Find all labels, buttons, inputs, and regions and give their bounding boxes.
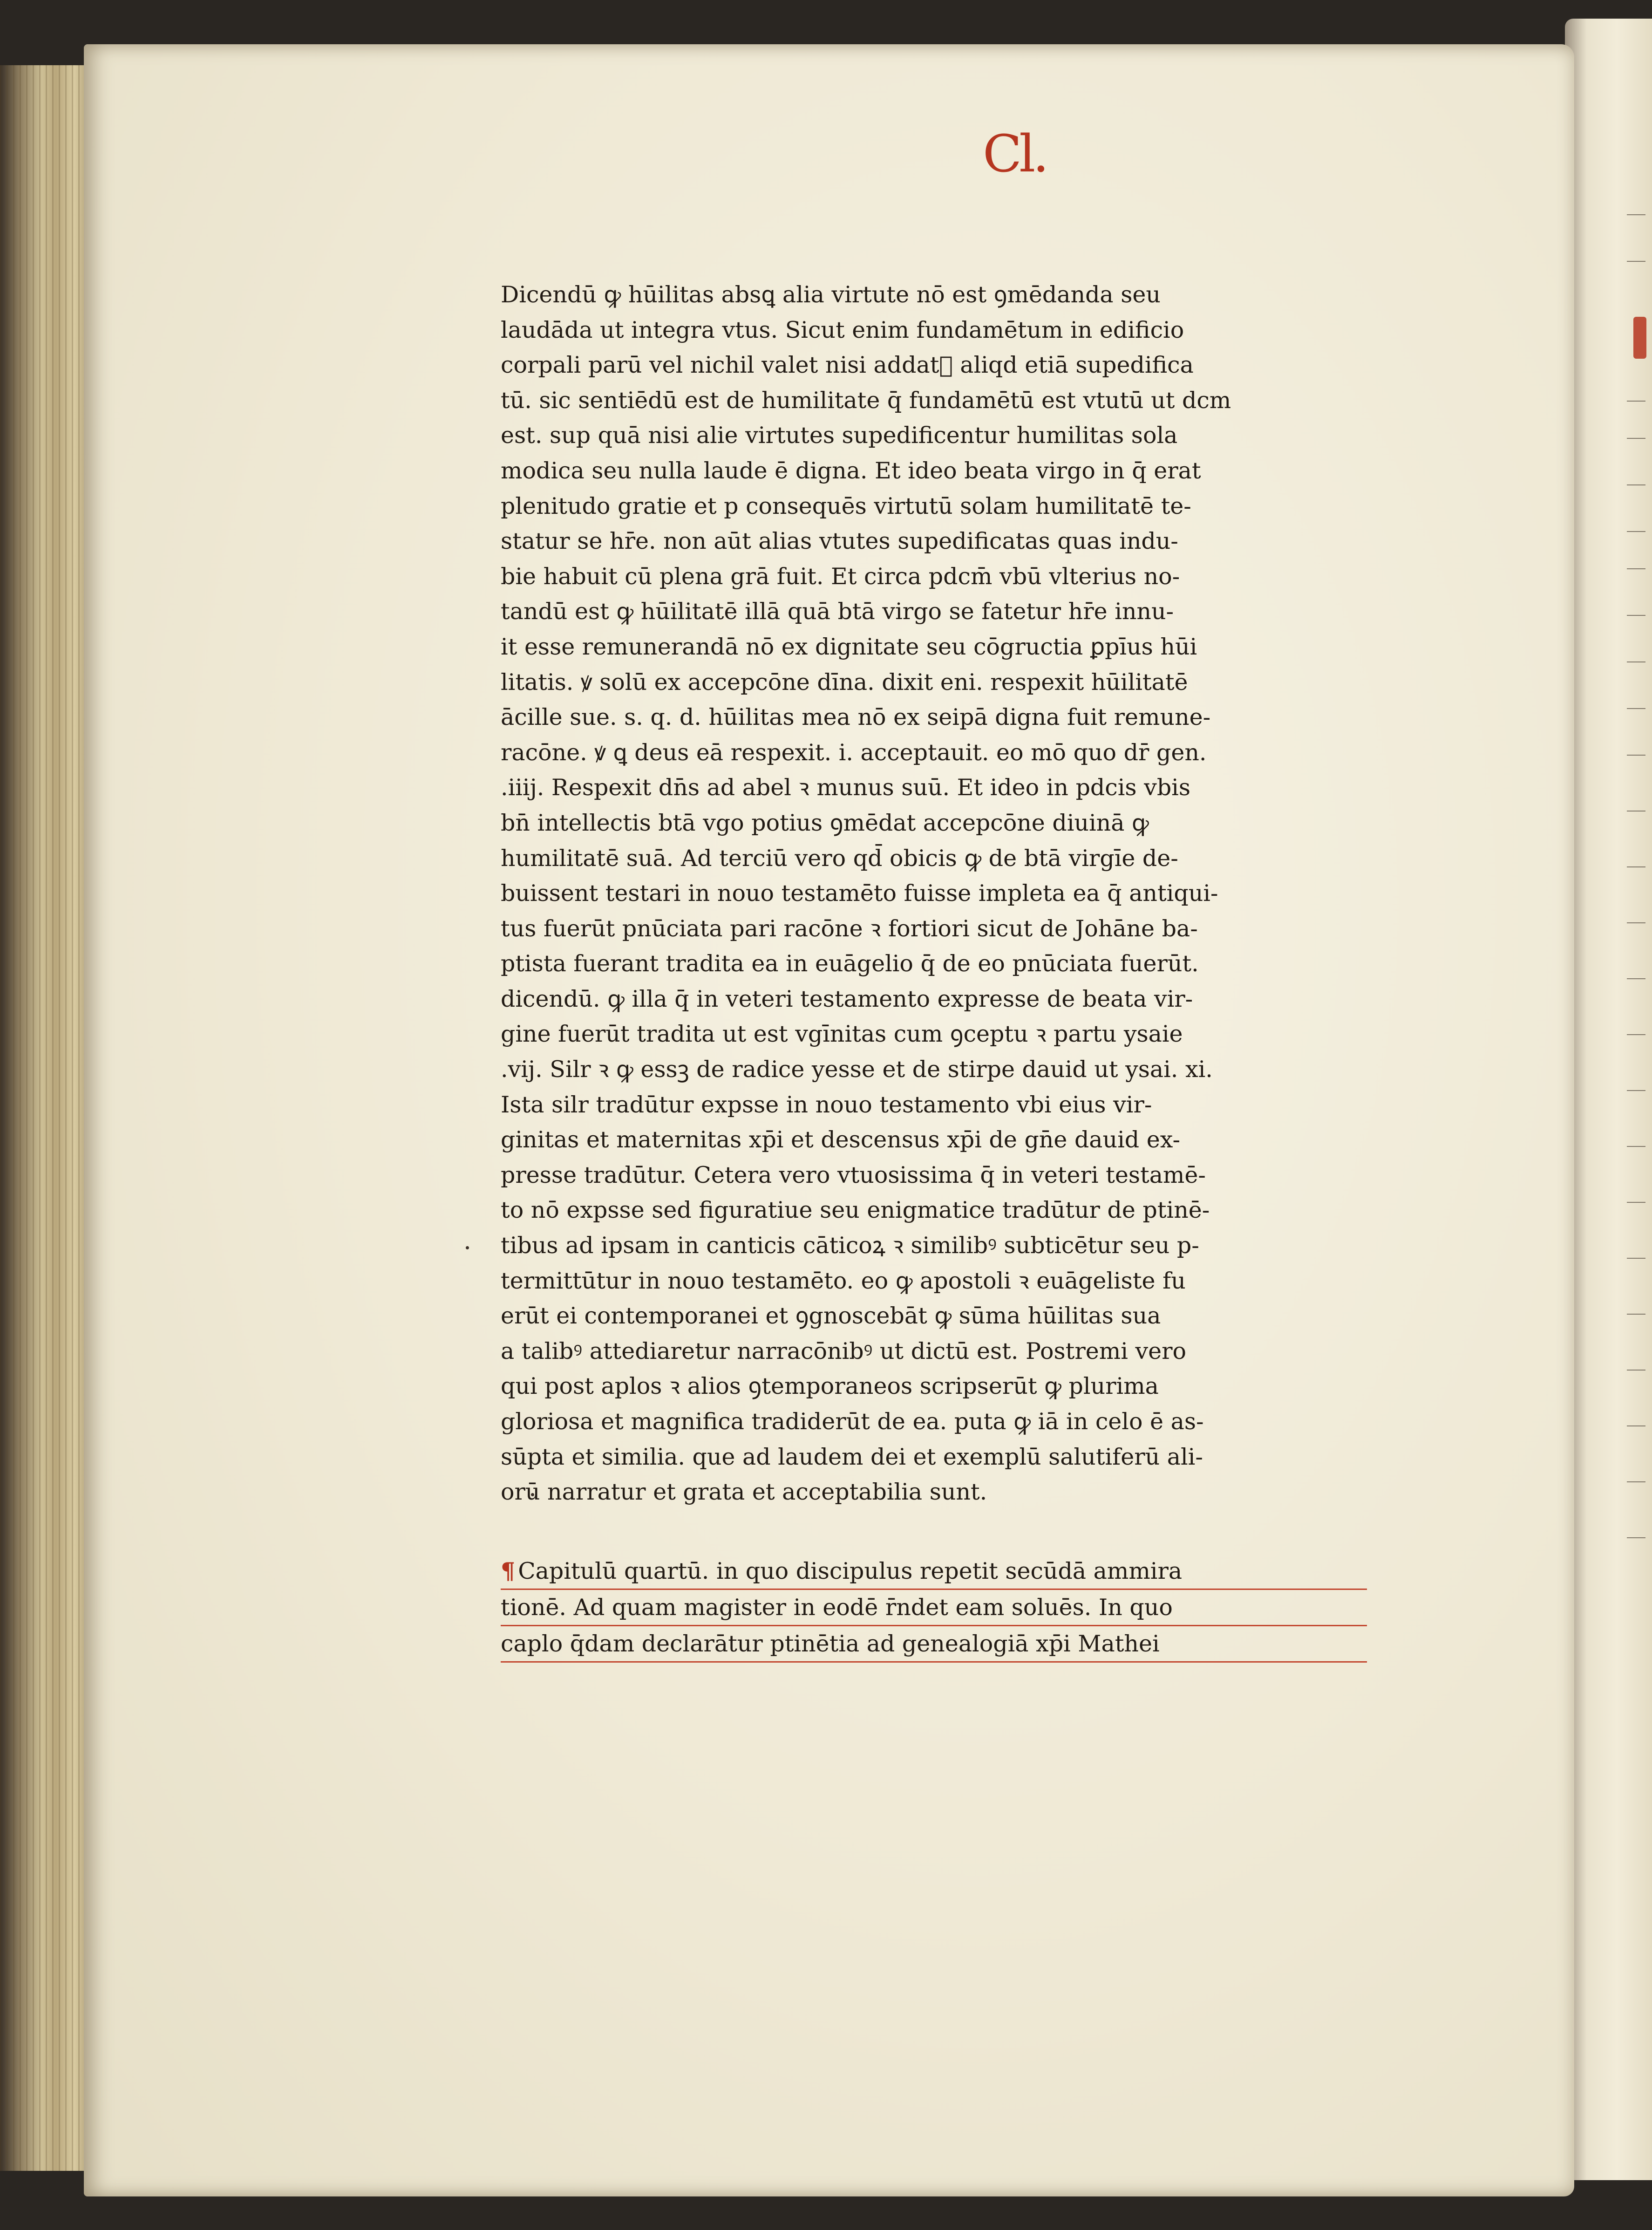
text-line: a talibꝰ attediaretur narracōnibꝰ ut dictū est. Postremi vero bbox=[501, 1337, 1187, 1364]
chapter-heading-line: caplo q̄dam declarātur ptinētia ad genealogiā xp̄i Mathei bbox=[501, 1626, 1367, 1663]
facing-page-text bbox=[1627, 1481, 1645, 1482]
text-line: laudāda ut integra vtus. Sicut enim fundamētum in edificio bbox=[501, 316, 1184, 343]
text-line: tibus ad ipsam in canticis cāticoꝝ ꝛ similibꝰ subticētur seu p- bbox=[501, 1232, 1199, 1259]
body-text bbox=[501, 277, 1367, 1510]
text-line: dicendū. ꝙ illa q̄ in veteri testamento expresse de beata vir- bbox=[501, 985, 1193, 1012]
facing-page-text bbox=[1627, 1202, 1645, 1203]
text-line: bie habuit cū plena grā fuit. Et circa pdcm̄ vbū vlterius no- bbox=[501, 563, 1180, 590]
chapter-heading-line bbox=[501, 1554, 1367, 1590]
text-line: .iiij. Respexit dn̄s ad abel ꝛ munus suū. Et ideo in pdcis vbis bbox=[501, 774, 1190, 801]
facing-page-text bbox=[1627, 866, 1645, 867]
facing-page-text bbox=[1627, 261, 1645, 262]
facing-page-text bbox=[1627, 214, 1645, 215]
text-line: tū. sic sentiēdū est de humilitate q̄ fundamētū est vtutū ut dcm bbox=[501, 387, 1231, 414]
text-line: plenitudo gratie et p consequēs virtutū solam humilitatē te- bbox=[501, 492, 1191, 519]
facing-page bbox=[1565, 19, 1652, 2180]
facing-page-text bbox=[1627, 755, 1645, 756]
text-line: to nō expsse sed figuratiue seu enigmatice tradūtur de ptinē- bbox=[501, 1197, 1210, 1224]
book-edge-left bbox=[0, 65, 93, 2171]
text-line: ginitas et maternitas xp̄i et descensus xp̄i de gn̄e dauid ex- bbox=[501, 1126, 1181, 1153]
text-line: Dicendū ꝙ hūilitas absꝗ alia virtute nō est ꝯmēdanda seu bbox=[501, 281, 1161, 308]
text-line: presse tradūtur. Cetera vero vtuosissima q̄ in veteri testamē- bbox=[501, 1161, 1206, 1188]
chapter-heading-line: tionē. Ad quam magister in eodē r̄ndet eam soluēs. In quo bbox=[501, 1590, 1367, 1626]
text-line: gloriosa et magnifica tradiderūt de ea. puta ꝙ iā in celo ē as- bbox=[501, 1408, 1204, 1435]
text-line: racōne. ꝟ ꝗ deus eā respexit. i. acceptauit. eo mō quo dr̄ gen. bbox=[501, 739, 1207, 766]
text-line: tus fuerūt pnūciata pari racōne ꝛ fortiori sicut de Johāne ba- bbox=[501, 915, 1198, 942]
text-line: est. sup quā nisi alie virtutes supedificentur humilitas sola bbox=[501, 422, 1178, 449]
text-line: .vij. Silr ꝛ ꝙ essꝫ de radice yesse et de stirpe dauid ut ysai. xi. bbox=[501, 1056, 1213, 1083]
text-line: bn̄ intellectis btā vgo potius ꝯmēdat accepcōne diuinā ꝙ bbox=[501, 809, 1149, 836]
page-edges bbox=[0, 65, 93, 2171]
text-line: ptista fuerant tradita ea in euāgelio q̄ de eo pnūciata fuerūt. bbox=[501, 950, 1199, 977]
text-line: humilitatē suā. Ad terciū vero qd̄ obicis ꝙ de btā virgīe de- bbox=[501, 845, 1178, 872]
facing-page-rubric bbox=[1633, 317, 1646, 359]
facing-page-text bbox=[1627, 1370, 1645, 1371]
text-line: corpali parū vel nichil valet nisi addatᷓ aliqd etiā supedifica bbox=[501, 352, 1194, 379]
text-line: sūpta et similia. que ad laudem dei et exemplū salutiferū ali- bbox=[501, 1443, 1203, 1470]
text-line: it esse remunerandā nō ex dignitate seu cōgructia ꝑpīus hūi bbox=[501, 633, 1197, 660]
facing-page-text bbox=[1627, 708, 1645, 709]
text-line: orū narratur et grata et acceptabilia sunt. bbox=[501, 1479, 987, 1506]
facing-page-text bbox=[1627, 1537, 1645, 1538]
text-line: ācille sue. s. q. d. hūilitas mea nō ex seipā digna fuit remune- bbox=[501, 704, 1211, 731]
facing-page-text bbox=[1627, 401, 1645, 402]
facing-page-text bbox=[1627, 531, 1645, 532]
facing-page-text bbox=[1627, 484, 1645, 485]
facing-page-text bbox=[1627, 922, 1645, 923]
facing-page-text bbox=[1627, 978, 1645, 979]
text-line: gine fuerūt tradita ut est vgīnitas cum ꝯceptu ꝛ partu ysaie bbox=[501, 1021, 1183, 1048]
facing-page-text bbox=[1627, 1314, 1645, 1315]
text-line: termittūtur in nouo testamēto. eo ꝙ apostoli ꝛ euāgeliste fu bbox=[501, 1267, 1186, 1294]
text-line: modica seu nulla laude ē digna. Et ideo beata virgo in q̄ erat bbox=[501, 457, 1201, 484]
text-line: buissent testari in nouo testamēto fuisse impleta ea q̄ antiqui- bbox=[501, 880, 1218, 907]
chapter-heading-text: Capitulū quartū. in quo discipulus repetit secūdā ammira bbox=[518, 1558, 1183, 1584]
facing-page-text bbox=[1627, 615, 1645, 616]
text-line: tandū est ꝙ hūilitatē illā quā btā virgo se fatetur hr̄e innu- bbox=[501, 598, 1174, 625]
facing-page-text bbox=[1627, 1425, 1645, 1426]
text-line: erūt ei contemporanei et ꝯgnoscebāt ꝙ sūma hūilitas sua bbox=[501, 1303, 1161, 1330]
facing-page-text bbox=[1627, 1146, 1645, 1147]
chapter-heading bbox=[501, 1554, 1367, 1663]
ink-speck bbox=[466, 1246, 469, 1249]
facing-page-text bbox=[1627, 1258, 1645, 1259]
facing-page-text bbox=[1627, 1090, 1645, 1091]
pilcrow-mark: ¶ bbox=[501, 1557, 516, 1584]
facing-page-text bbox=[1627, 811, 1645, 812]
text-line: qui post aplos ꝛ alios ꝯtemporaneos scripserūt ꝙ plurima bbox=[501, 1373, 1159, 1400]
text-line: Ista silr tradūtur expsse in nouo testamento vbi eius vir- bbox=[501, 1091, 1152, 1118]
text-line: litatis. ꝟ solū ex accepcōne dīna. dixit eni. respexit hūilitatē bbox=[501, 668, 1188, 696]
folio-mark: Cl. bbox=[983, 124, 1047, 184]
facing-page-text bbox=[1627, 568, 1645, 569]
facing-page-text bbox=[1627, 661, 1645, 662]
facing-page-text bbox=[1627, 1034, 1645, 1035]
facing-page-text bbox=[1627, 438, 1645, 439]
text-line: statur se hr̄e. non aūt alias vtutes supedificatas quas indu- bbox=[501, 528, 1178, 555]
